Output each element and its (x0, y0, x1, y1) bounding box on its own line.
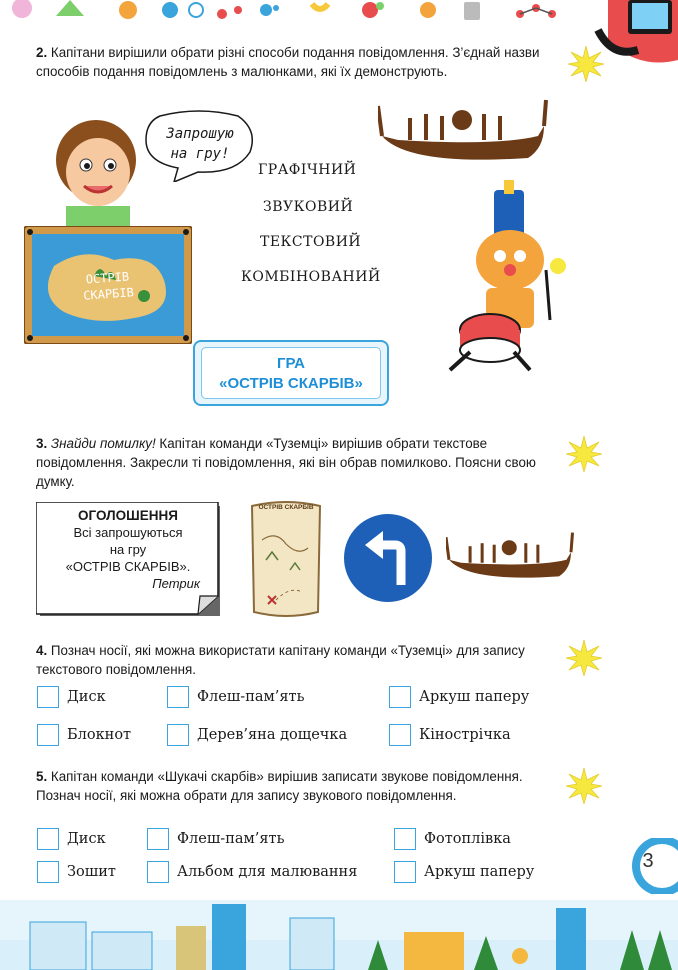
method-combined: КОМБІНОВАНИЙ (241, 269, 381, 285)
task-5-body: Капітан команди «Шукачі скарбів» вирішив записати звукове повідомлення. Познач носії, які можна обрати для запису звукового повідомлення. (36, 769, 523, 803)
task5-checkbox-flash-memory[interactable] (147, 828, 169, 850)
map-label-line-2: СКАРБІВ (82, 285, 135, 303)
task5-checkbox-disk[interactable] (37, 828, 59, 850)
task-4-number: 4. (36, 643, 48, 658)
task5-checkbox-copybook[interactable] (37, 861, 59, 883)
boy-character (36, 110, 166, 230)
task4-checkbox-notebook[interactable] (37, 724, 59, 746)
treasure-scroll-image (246, 500, 326, 618)
drummer-cat-character (430, 180, 580, 380)
task5-label-disk: Диск (67, 831, 106, 847)
map-label-line-1: ОСТРІВ (85, 269, 130, 287)
method-text: ТЕКСТОВИЙ (260, 234, 362, 250)
announcement-line-2: на гру (109, 542, 147, 557)
turn-left-road-sign-icon (343, 513, 433, 603)
task-5-number: 5. (36, 769, 48, 784)
task-4-body: Познач носії, які можна використати капітану команди «Туземці» для запису текстового повідомлення. (36, 643, 525, 677)
task4-label-wooden-board: Дерев’яна дощечка (197, 727, 348, 743)
task5-checkbox-photo-film[interactable] (394, 828, 416, 850)
task4-checkbox-flash-memory[interactable] (167, 686, 189, 708)
task4-label-paper-sheet: Аркуш паперу (419, 689, 530, 705)
scroll-label: ОСТРІВ СКАРБІВ (258, 504, 314, 511)
sun-icon (566, 436, 602, 472)
task-2-body: Капітани вирішили обрати різні способи подання повідомлення. З’єднай назви способів подання повідомлень з малюнками, які їх демонструють. (36, 45, 540, 79)
task4-checkbox-paper-sheet[interactable] (389, 686, 411, 708)
task-2-text (36, 43, 566, 81)
announcement-signature: Петрик (152, 576, 200, 591)
task4-checkbox-disk[interactable] (37, 686, 59, 708)
task4-checkbox-wooden-board[interactable] (167, 724, 189, 746)
method-graphic: ГРАФІЧНИЙ (258, 162, 357, 178)
game-title-line-1: ГРА (276, 355, 306, 372)
task-3-number: 3. (36, 436, 48, 451)
task-5-text (36, 767, 566, 805)
task5-checkbox-drawing-album[interactable] (147, 861, 169, 883)
task-3-text (36, 434, 566, 491)
task-4-text (36, 641, 566, 679)
task-3-body: Капітан команди «Туземці» вирішив обрати текстове повідомлення. Закресли ті повідомлення, які він обрав помилково. Поясни свою думку. (36, 436, 536, 489)
sun-icon (566, 768, 602, 804)
sun-icon (568, 46, 604, 82)
announcement-line-3: «ОСТРІВ СКАРБІВ». (65, 559, 191, 574)
task5-label-paper-sheet: Аркуш паперу (424, 864, 535, 880)
task5-label-drawing-album: Альбом для малювання (177, 864, 358, 880)
rock-painting-ship-image (446, 516, 574, 596)
rock-painting-ship-image (378, 96, 548, 166)
task4-label-notebook: Блокнот (67, 727, 132, 743)
task-2-number: 2. (36, 45, 48, 60)
announcement-line-1: Всі запрошуються (73, 525, 183, 540)
game-title-line-2: «ОСТРІВ СКАРБІВ» (219, 375, 363, 392)
task4-label-flash-memory: Флеш-пам’ять (197, 689, 305, 705)
task5-label-flash-memory: Флеш-пам’ять (177, 831, 285, 847)
sun-icon (566, 640, 602, 676)
bubble-line-2: на гру! (170, 146, 230, 162)
top-decorative-band (0, 0, 678, 26)
game-title-inner (201, 347, 381, 399)
task5-label-photo-film: Фотоплівка (424, 831, 511, 847)
bubble-line-1: Запрошую (166, 126, 234, 142)
task5-label-copybook: Зошит (67, 864, 116, 880)
page-number: 3 (642, 850, 654, 872)
game-title-box (193, 340, 389, 406)
announcement-title: ОГОЛОШЕННЯ (78, 508, 178, 523)
task5-checkbox-paper-sheet[interactable] (394, 861, 416, 883)
method-sound: ЗВУКОВИЙ (263, 199, 354, 215)
announcement-card (40, 507, 216, 592)
task-3-italic: Знайди помилку! (50, 436, 156, 451)
task4-label-disk: Диск (67, 689, 106, 705)
task4-checkbox-film-strip[interactable] (389, 724, 411, 746)
task4-label-film-strip: Кінострічка (419, 727, 511, 743)
city-skyline-footer (0, 900, 678, 970)
